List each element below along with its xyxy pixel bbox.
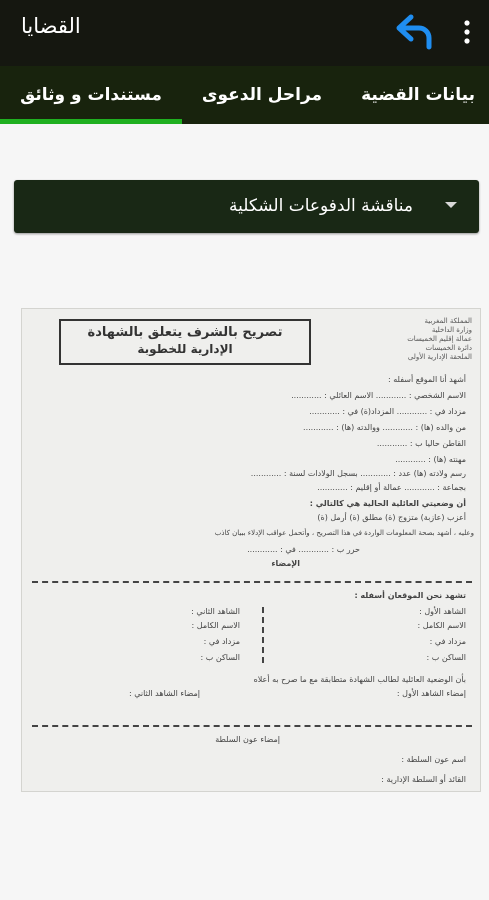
document-witness-title: تشهد نحن الموقعان أسفله :: [354, 591, 466, 600]
document-authority-sig: إمضاء عون السلطة: [215, 735, 280, 744]
document-status-options: أعزب (عازبة) متزوج (ة) مطلق (ة) أرمل (ة): [317, 513, 466, 522]
document-field: القاطن حاليا ب : ............: [376, 439, 466, 448]
document-place-date: حرر ب : ............ في : ............: [247, 545, 360, 554]
document-field: مزداد في : ............ المزداد(ة) في : ............: [309, 407, 466, 416]
chevron-down-icon[interactable]: [445, 202, 457, 208]
document-attest: بأن الوضعية العائلية لطالب الشهادة متطابقة مع ما صرح به أعلاه: [253, 675, 466, 684]
document-intro: أشهد أنا الموقع أسفله :: [388, 375, 466, 384]
document-header: المملكة المغربية وزارة الداخلية عمالة إقليم الخميسات دائرة الخميسات الملحقة الإدارية الأولى: [407, 317, 472, 361]
document-field: بجماعة : ............ عمالة أو إقليم : ............: [317, 483, 466, 492]
document-witness-resident: الساكن ب :: [426, 653, 466, 662]
document-separator: [32, 725, 472, 727]
document-separator: [32, 581, 472, 583]
accordion-label: مناقشة الدفوعات الشكلية: [228, 196, 413, 216]
app-bar: [0, 0, 489, 66]
document-status-title: أن وضعيتي العائلية الحالية هي كالتالي :: [309, 499, 466, 508]
document-signature: الإمضاء: [271, 559, 300, 568]
app-title: القضايا: [21, 14, 81, 38]
document-field: من والده (ها) : ............ ووالدته (ها) : ............: [303, 423, 466, 432]
document-witness-resident: الساكن ب :: [200, 653, 240, 662]
document-field: رسم ولادته (ها) عدد : ............ بسجل الولادات لسنة : ............: [250, 469, 466, 478]
document-field: الاسم الشخصي : ............ الاسم العائلي : ............: [291, 391, 466, 400]
document-title-line1: تصريح بالشرف يتعلق بالشهادة: [87, 325, 283, 340]
document-witness-sig1: إمضاء الشاهد الأول :: [396, 689, 466, 698]
tab-documents[interactable]: مستندات و وثائق: [20, 85, 162, 105]
document-witness-name: الاسم الكامل :: [191, 621, 240, 630]
document-declaration: وعليه ، أشهد بصحة المعلومات الواردة في هذا التصريح ، وأتحمل عواقب الإدلاء ببيان كاذب: [214, 529, 474, 537]
tab-case-details[interactable]: بيانات القضية: [361, 85, 475, 105]
more-vert-icon[interactable]: [455, 15, 479, 49]
document-witness-second: الشاهد الثاني :: [191, 607, 240, 616]
document-authority-name: اسم عون السلطة :: [401, 755, 466, 764]
document-authority-leader: القائد أو السلطة الإدارية :: [381, 775, 466, 784]
document-column-separator: [262, 607, 264, 663]
document-witness-sig2: إمضاء الشاهد الثاني :: [128, 689, 200, 698]
tab-case-stages[interactable]: مراحل الدعوى: [201, 85, 323, 105]
formal-defenses-accordion[interactable]: [14, 180, 479, 233]
document-witness-born: مزداد في :: [203, 637, 240, 646]
document-witness-name: الاسم الكامل :: [417, 621, 466, 630]
document-witness-born: مزداد في :: [429, 637, 466, 646]
document-title-line2: الإدارية للخطوبة: [137, 342, 233, 356]
back-arrow-icon[interactable]: [391, 9, 437, 55]
tab-bar: [0, 66, 489, 124]
document-title: [59, 319, 311, 365]
document-witness-first: الشاهد الأول :: [419, 607, 466, 616]
document-image[interactable]: [21, 308, 481, 792]
tab-indicator: [0, 119, 182, 124]
document-field: مهنته (ها) : ............: [395, 455, 466, 464]
